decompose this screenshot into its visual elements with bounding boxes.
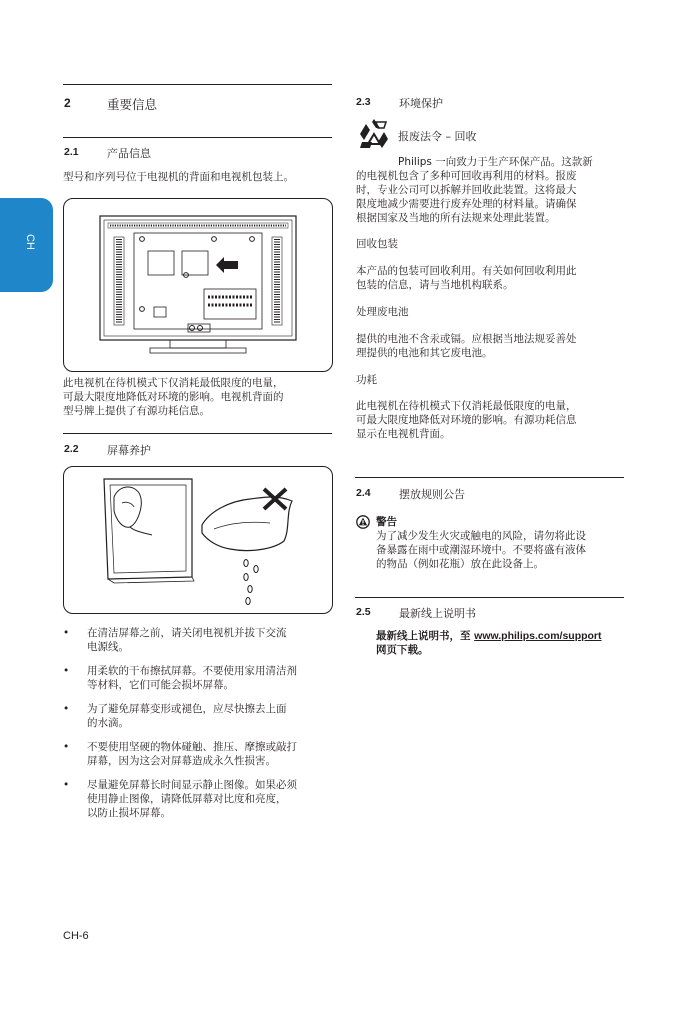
section-rule — [355, 477, 624, 478]
list-item — [63, 702, 343, 730]
text-line: • 用柔软的干布擦拭屏幕。不要使用家用清洁剂 — [87, 665, 297, 677]
section-title-placement: 摆放规则公告 — [399, 488, 465, 501]
text-line: 提供的电池不含汞或镉。应根据当地法规妥善处 — [356, 333, 577, 345]
text-line: 包装的信息，请与当地机构联系。 — [356, 279, 514, 291]
section-rule — [63, 84, 332, 85]
language-side-tab — [0, 198, 53, 292]
chapter-number: 2 — [64, 96, 71, 110]
text-line: Philips 一向致力于生产环保产品。这款新 — [398, 156, 593, 168]
section-rule — [63, 433, 332, 434]
text-line: 的水滴。 — [87, 717, 129, 729]
section-title-online-manual: 最新线上说明书 — [399, 607, 476, 620]
online-manual-paragraph — [376, 629, 636, 657]
philips-support-link[interactable]: www.philips.com/support — [474, 630, 602, 642]
text-line: 理提供的电池和其它废电池。 — [356, 347, 493, 359]
text-line: 屏幕，因为这会对屏幕造成永久性损害。 — [87, 755, 276, 767]
text-line: 此电视机在待机模式下仅消耗最低限度的电量， — [356, 400, 577, 412]
text-line: 以防止损坏屏幕。 — [87, 807, 171, 819]
warning-icon — [356, 515, 370, 529]
text-line: 备暴露在雨中或潮湿环境中。不要将盛有液体 — [376, 544, 586, 556]
battery-paragraph — [356, 332, 636, 360]
recycle-paragraph — [356, 155, 636, 225]
text-line: 可最大限度地降低对环境的影响。有源功耗信息 — [356, 414, 577, 426]
section-number-2-5: 2.5 — [356, 606, 371, 618]
packaging-paragraph — [356, 264, 636, 292]
text-line: 网页下载。 — [376, 644, 429, 656]
text-line: 等材料，它们可能会损坏屏幕。 — [87, 679, 234, 691]
recycle-title: 报废法令 – 回收 — [398, 130, 477, 143]
warning-title: 警告 — [376, 516, 397, 528]
recycle-icon — [356, 116, 392, 152]
power-heading: 功耗 — [356, 374, 377, 386]
text-line: • 不要使用坚硬的物体碰触、推压、摩擦或敲打 — [87, 741, 297, 753]
list-item — [63, 740, 343, 768]
list-item — [63, 664, 343, 692]
text-line: • 为了避免屏幕变形或褪色，应尽快擦去上面 — [87, 703, 287, 715]
text-line: 此电视机在待机模式下仅消耗最低限度的电量， — [63, 377, 284, 389]
text-line — [376, 629, 636, 643]
packaging-heading: 回收包装 — [356, 238, 398, 250]
tv-rear-figure — [63, 198, 333, 372]
text-line: 根据国家及当地的所有法规来处理此装置。 — [356, 212, 556, 224]
text-line: • 尽量避免屏幕长时间显示静止图像。如果必须 — [87, 779, 297, 791]
section-number-2-3: 2.3 — [356, 96, 371, 108]
section-rule — [355, 597, 624, 598]
tv-rear-illustration — [64, 199, 332, 371]
product-info-intro: 型号和序列号位于电视机的背面和电视机包装上。 — [63, 171, 294, 183]
section-title-product-info: 产品信息 — [107, 147, 151, 160]
section-number-2-2: 2.2 — [64, 443, 79, 455]
text-line: 可最大限度地降低对环境的影响。电视机背面的 — [63, 391, 284, 403]
chapter-title: 重要信息 — [107, 97, 158, 112]
text-line: 显示在电视机背面。 — [356, 428, 451, 440]
text-line: 为了减少发生火灾或触电的风险，请勿将此设 — [376, 530, 586, 542]
text-line: 使用静止图像，请降低屏幕对比度和亮度， — [87, 793, 287, 805]
section-title-environment: 环境保护 — [399, 97, 443, 110]
section-number-2-4: 2.4 — [356, 487, 371, 499]
text-line: 电源线。 — [87, 641, 129, 653]
side-tab-label: CH — [23, 234, 36, 250]
text-line: • 在清洁屏幕之前，请关闭电视机并拔下交流 — [87, 627, 287, 639]
text-line: 的物品（例如花瓶）放在此设备上。 — [376, 558, 544, 570]
page-number: CH-6 — [63, 930, 89, 942]
standby-power-text — [63, 376, 343, 418]
section-number-2-1: 2.1 — [64, 146, 79, 158]
screen-cleaning-illustration — [64, 467, 332, 613]
text-line: 限度地减少需要进行废弃处理的材料量。请确保 — [356, 198, 577, 210]
section-rule — [63, 137, 332, 138]
list-item — [63, 626, 343, 654]
screen-care-figure — [63, 466, 333, 614]
screen-care-list — [63, 626, 343, 830]
list-item — [63, 778, 343, 820]
text-line: 的电视机包含了多种可回收再利用的材料。报废 — [356, 170, 577, 182]
text-line: 型号牌上提供了有源功耗信息。 — [63, 405, 210, 417]
warning-paragraph — [376, 529, 636, 571]
battery-heading: 处理废电池 — [356, 306, 409, 318]
online-manual-prefix: 最新线上说明书，至 — [376, 630, 475, 642]
text-line: 本产品的包装可回收利用。有关如何回收利用此 — [356, 265, 577, 277]
section-title-screen-care: 屏幕养护 — [107, 444, 151, 457]
power-paragraph — [356, 399, 636, 441]
text-line: 时，专业公司可以拆解并回收此装置。这将最大 — [356, 184, 577, 196]
